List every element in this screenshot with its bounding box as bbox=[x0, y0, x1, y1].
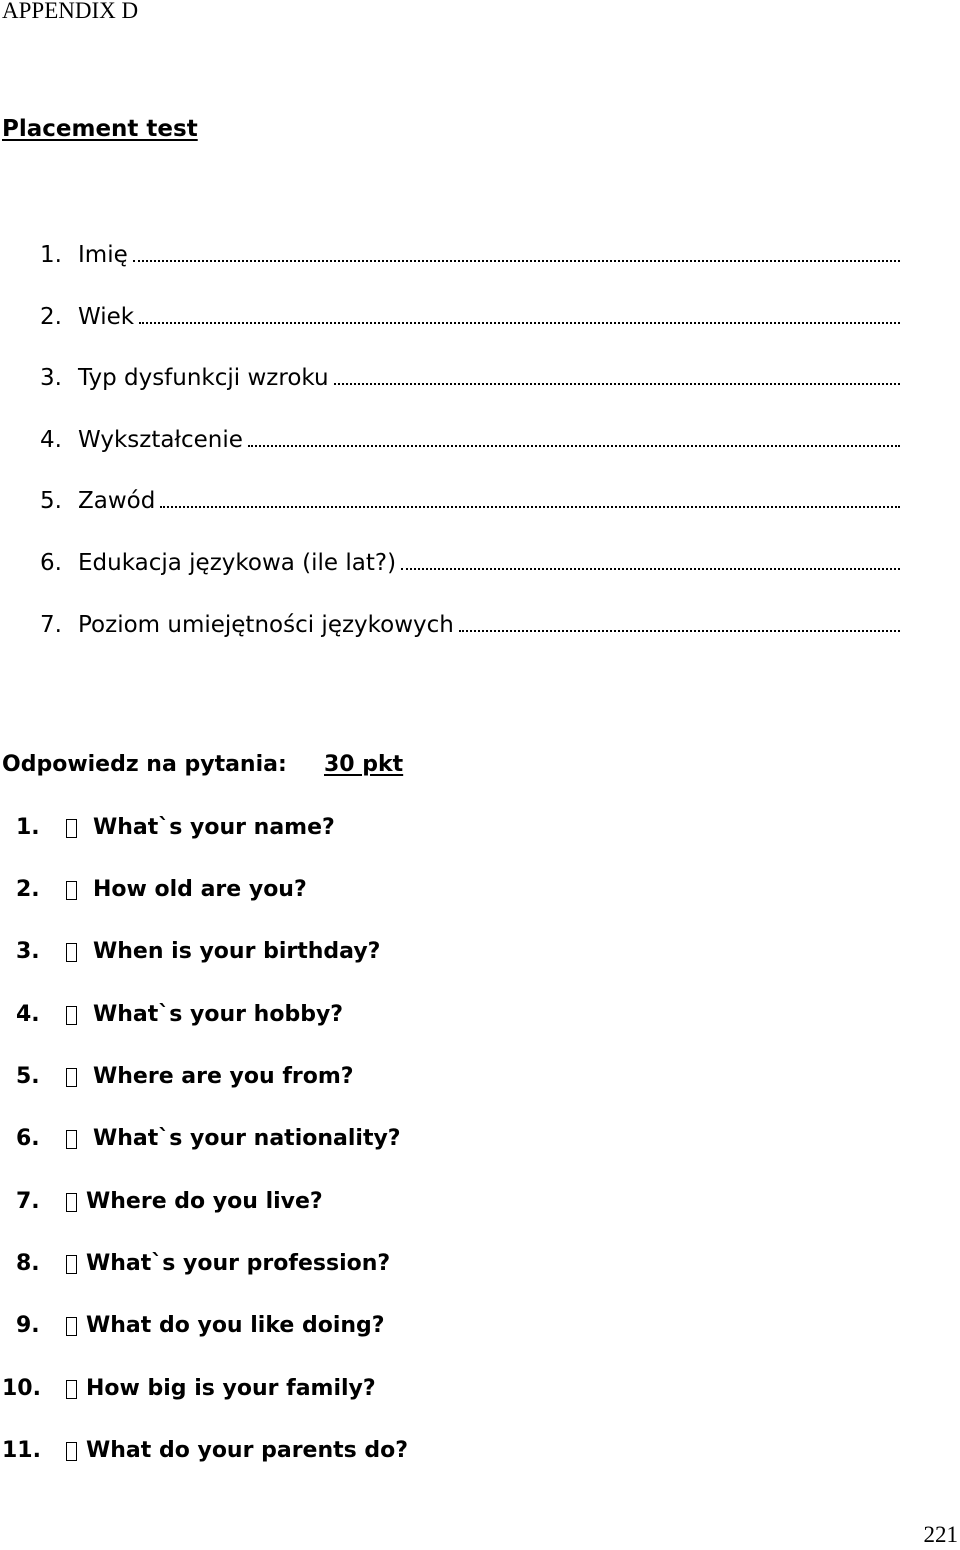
info-number: 3. bbox=[40, 365, 62, 391]
info-row-name bbox=[40, 238, 900, 268]
question-text: What`s your profession? bbox=[86, 1251, 391, 1276]
info-number: 1. bbox=[40, 242, 62, 268]
answer-line[interactable] bbox=[334, 383, 900, 385]
question-text: Where are you from? bbox=[93, 1064, 354, 1089]
answer-line[interactable] bbox=[248, 445, 900, 447]
question-text: How big is your family? bbox=[86, 1376, 376, 1401]
page-number: 221 bbox=[923, 1522, 958, 1547]
quiz-instruction: Odpowiedz na pytania: bbox=[2, 752, 287, 777]
info-row-language-education bbox=[40, 546, 900, 576]
checkbox-icon[interactable] bbox=[66, 1068, 77, 1087]
question-item bbox=[0, 1187, 960, 1217]
checkbox-icon[interactable] bbox=[66, 1255, 77, 1274]
checkbox-icon[interactable] bbox=[66, 1193, 77, 1212]
info-row-age bbox=[40, 300, 900, 330]
question-text: What do you like doing? bbox=[86, 1313, 385, 1338]
info-number: 4. bbox=[40, 427, 62, 453]
info-label: Edukacja językowa (ile lat?) bbox=[78, 550, 397, 576]
question-number: 7. bbox=[16, 1189, 40, 1214]
question-text: What do your parents do? bbox=[86, 1438, 409, 1463]
question-number: 1. bbox=[16, 815, 40, 840]
question-number: 10. bbox=[2, 1376, 41, 1401]
info-number: 6. bbox=[40, 550, 62, 576]
question-number: 5. bbox=[16, 1064, 40, 1089]
question-item bbox=[0, 875, 960, 905]
checkbox-icon[interactable] bbox=[66, 819, 77, 838]
answer-line[interactable] bbox=[133, 260, 900, 262]
page-title: Placement test bbox=[2, 116, 198, 142]
info-number: 2. bbox=[40, 304, 62, 330]
question-text: When is your birthday? bbox=[93, 939, 381, 964]
question-number: 3. bbox=[16, 939, 40, 964]
question-number: 2. bbox=[16, 877, 40, 902]
answer-line[interactable] bbox=[459, 630, 900, 632]
info-number: 7. bbox=[40, 612, 62, 638]
appendix-heading: APPENDIX D bbox=[2, 0, 139, 23]
info-row-education bbox=[40, 423, 900, 453]
info-number: 5. bbox=[40, 488, 62, 514]
info-row-occupation bbox=[40, 484, 900, 514]
question-number: 6. bbox=[16, 1126, 40, 1151]
question-number: 8. bbox=[16, 1251, 40, 1276]
question-item bbox=[0, 1311, 960, 1341]
checkbox-icon[interactable] bbox=[66, 1317, 77, 1336]
question-item bbox=[0, 1374, 960, 1404]
checkbox-icon[interactable] bbox=[66, 943, 77, 962]
question-item bbox=[0, 1000, 960, 1030]
question-item bbox=[0, 1124, 960, 1154]
question-text: How old are you? bbox=[93, 877, 307, 902]
question-number: 11. bbox=[2, 1438, 41, 1463]
question-text: What`s your nationality? bbox=[93, 1126, 401, 1151]
info-label: Wykształcenie bbox=[78, 427, 243, 453]
question-item bbox=[0, 937, 960, 967]
answer-line[interactable] bbox=[160, 506, 900, 508]
info-label: Poziom umiejętności językowych bbox=[78, 612, 454, 638]
answer-line[interactable] bbox=[401, 568, 900, 570]
checkbox-icon[interactable] bbox=[66, 1006, 77, 1025]
quiz-points: 30 pkt bbox=[324, 752, 404, 777]
question-item bbox=[0, 1436, 960, 1466]
question-text: What`s your hobby? bbox=[93, 1002, 344, 1027]
question-text: Where do you live? bbox=[86, 1189, 323, 1214]
question-text: What`s your name? bbox=[93, 815, 335, 840]
info-row-language-level bbox=[40, 608, 900, 638]
question-number: 4. bbox=[16, 1002, 40, 1027]
info-label: Typ dysfunkcji wzroku bbox=[78, 365, 329, 391]
info-row-vision-type bbox=[40, 361, 900, 391]
info-label: Imię bbox=[78, 242, 128, 268]
question-item bbox=[0, 1249, 960, 1279]
checkbox-icon[interactable] bbox=[66, 881, 77, 900]
checkbox-icon[interactable] bbox=[66, 1380, 77, 1399]
answer-line[interactable] bbox=[139, 322, 900, 324]
question-item bbox=[0, 813, 960, 843]
info-label: Wiek bbox=[78, 304, 135, 330]
checkbox-icon[interactable] bbox=[66, 1442, 77, 1461]
info-label: Zawód bbox=[78, 488, 156, 514]
checkbox-icon[interactable] bbox=[66, 1130, 77, 1149]
question-number: 9. bbox=[16, 1313, 40, 1338]
question-item bbox=[0, 1062, 960, 1092]
